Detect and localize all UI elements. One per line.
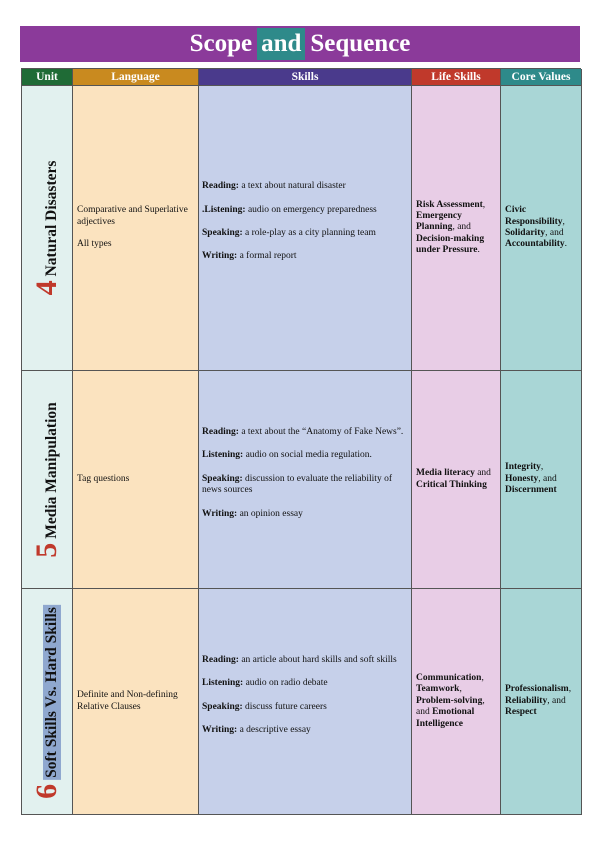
skills-cell	[199, 589, 412, 815]
life-skills-cell-text	[416, 673, 497, 730]
skill-label: Listening:	[202, 450, 244, 461]
title-highlight: and	[257, 28, 305, 60]
skill-text: a text about the “Anatomy of Fake News”.	[238, 427, 404, 438]
life-skill-fragment: ,	[482, 199, 486, 210]
skill-label: Reading:	[202, 654, 239, 665]
skill-item	[202, 509, 407, 520]
life-skill-fragment: .	[477, 245, 480, 256]
life-skill-fragment: Media literacy	[416, 468, 475, 479]
header-core-values: Core Values	[501, 69, 582, 86]
skill-text: audio on emergency preparedness	[245, 204, 377, 215]
skill-label: Speaking:	[202, 701, 243, 712]
header-unit: Unit	[22, 69, 73, 86]
core-values-cell	[501, 371, 582, 589]
skill-text: a role-play as a city planning team	[242, 228, 376, 238]
life-skills-cell	[412, 589, 501, 815]
life-skill-fragment: Teamwork	[416, 684, 460, 695]
skill-item	[202, 655, 407, 666]
life-skill-fragment: Emotional Intelligence	[416, 707, 475, 729]
life-skills-cell	[412, 371, 501, 589]
skill-label: .Listening:	[202, 204, 246, 215]
language-cell	[73, 371, 199, 589]
language-cell	[73, 589, 199, 815]
life-skill-fragment: and	[474, 468, 491, 479]
life-skill-fragment: Communication	[416, 673, 482, 684]
skill-text: audio on radio debate	[243, 678, 328, 689]
title-part-2: Sequence	[310, 30, 411, 57]
core-value-fragment: Discernment	[505, 485, 557, 496]
language-cell	[73, 86, 199, 371]
skill-item	[202, 427, 407, 438]
life-skill-fragment: Critical Thinking	[416, 479, 487, 490]
skill-item	[202, 251, 407, 262]
skill-label: Writing:	[202, 508, 238, 519]
core-values-cell	[501, 86, 582, 371]
unit-cell	[22, 371, 73, 589]
skill-label: Reading:	[202, 181, 239, 192]
header-life-skills: Life Skills	[412, 69, 501, 86]
scope-table	[21, 68, 581, 815]
core-value-fragment: ,	[540, 462, 544, 473]
core-value-fragment: , and	[547, 695, 566, 706]
unit-label	[30, 605, 64, 799]
skill-item	[202, 474, 407, 497]
skill-item	[202, 181, 407, 192]
life-skill-fragment: ,	[459, 684, 462, 695]
skill-item	[202, 450, 407, 461]
skills-cell	[199, 86, 412, 371]
unit-title: Natural Disasters	[43, 160, 60, 277]
skill-text: an article about hard skills and soft skills	[238, 654, 397, 665]
header-language: Language	[73, 69, 199, 86]
skill-text: an opinion essay	[237, 508, 303, 519]
skill-item	[202, 228, 407, 239]
skill-item	[202, 702, 407, 713]
skill-text: a formal report	[237, 251, 297, 262]
core-values-cell-text	[505, 205, 578, 251]
life-skill-fragment: , and	[416, 695, 485, 718]
life-skill-fragment: Decision-making under Pressure	[416, 233, 485, 256]
core-value-fragment: Respect	[505, 707, 537, 718]
life-skills-cell-text	[416, 200, 497, 257]
skill-text: discussion to evaluate the reliability of news sources	[202, 473, 392, 496]
core-value-fragment: Accountability	[505, 239, 565, 250]
title-part-1: Scope	[189, 30, 253, 57]
core-value-fragment: Integrity	[505, 462, 541, 473]
skill-item	[202, 678, 407, 689]
unit-label	[30, 402, 64, 558]
unit-title: Media Manipulation	[43, 401, 60, 539]
header-skills: Skills	[199, 69, 412, 86]
life-skill-fragment: Emergency Planning	[416, 210, 462, 233]
unit-number: 5	[30, 542, 63, 558]
skill-text: discuss future careers	[242, 701, 327, 712]
life-skill-fragment: , and	[452, 222, 471, 233]
skill-label: Writing:	[202, 251, 238, 262]
language-item: Comparative and Superlative adjectives	[77, 205, 188, 227]
unit-number: 6	[30, 783, 63, 799]
core-values-cell	[501, 589, 582, 815]
core-value-fragment: ,	[562, 216, 565, 227]
core-value-fragment: , and	[545, 228, 564, 238]
life-skill-fragment: Risk Assessment	[416, 199, 483, 210]
unit-cell	[22, 86, 73, 371]
core-values-cell-text	[505, 684, 578, 718]
skill-label: Reading:	[202, 427, 239, 438]
core-value-fragment: .	[564, 239, 568, 250]
skill-label: Listening:	[202, 678, 244, 689]
skill-text: audio on social media regulation.	[243, 450, 372, 461]
core-value-fragment: Solidarity	[505, 228, 546, 238]
skill-label: Speaking:	[202, 473, 243, 484]
page-title	[20, 26, 580, 62]
language-item: All types	[77, 239, 112, 250]
unit-cell	[22, 589, 73, 815]
core-values-cell-text	[505, 462, 578, 496]
core-value-fragment: , and	[538, 473, 557, 484]
skill-item	[202, 725, 407, 736]
skills-cell	[199, 371, 412, 589]
core-value-fragment: Professionalism	[505, 684, 569, 695]
language-item: Tag questions	[77, 473, 130, 484]
unit-label	[30, 161, 64, 296]
core-value-fragment: Honesty	[505, 473, 539, 484]
life-skills-cell-text	[416, 468, 497, 491]
unit-title: Soft Skills Vs. Hard Skills	[43, 606, 60, 778]
unit-number: 4	[30, 280, 63, 296]
skill-text: a descriptive essay	[237, 724, 311, 735]
skill-label: Writing:	[202, 724, 238, 735]
core-value-fragment: Civic Responsibility	[505, 205, 563, 227]
skill-item	[202, 205, 407, 216]
life-skill-fragment: ,	[481, 673, 484, 684]
core-value-fragment: Reliability	[505, 695, 548, 706]
skill-text: a text about natural disaster	[238, 181, 346, 192]
language-item: Definite and Non-defining Relative Clauses	[77, 690, 178, 712]
core-value-fragment: ,	[568, 684, 572, 695]
skill-label: Speaking:	[202, 228, 243, 238]
life-skills-cell	[412, 86, 501, 371]
life-skill-fragment: Problem-solving	[416, 695, 483, 706]
